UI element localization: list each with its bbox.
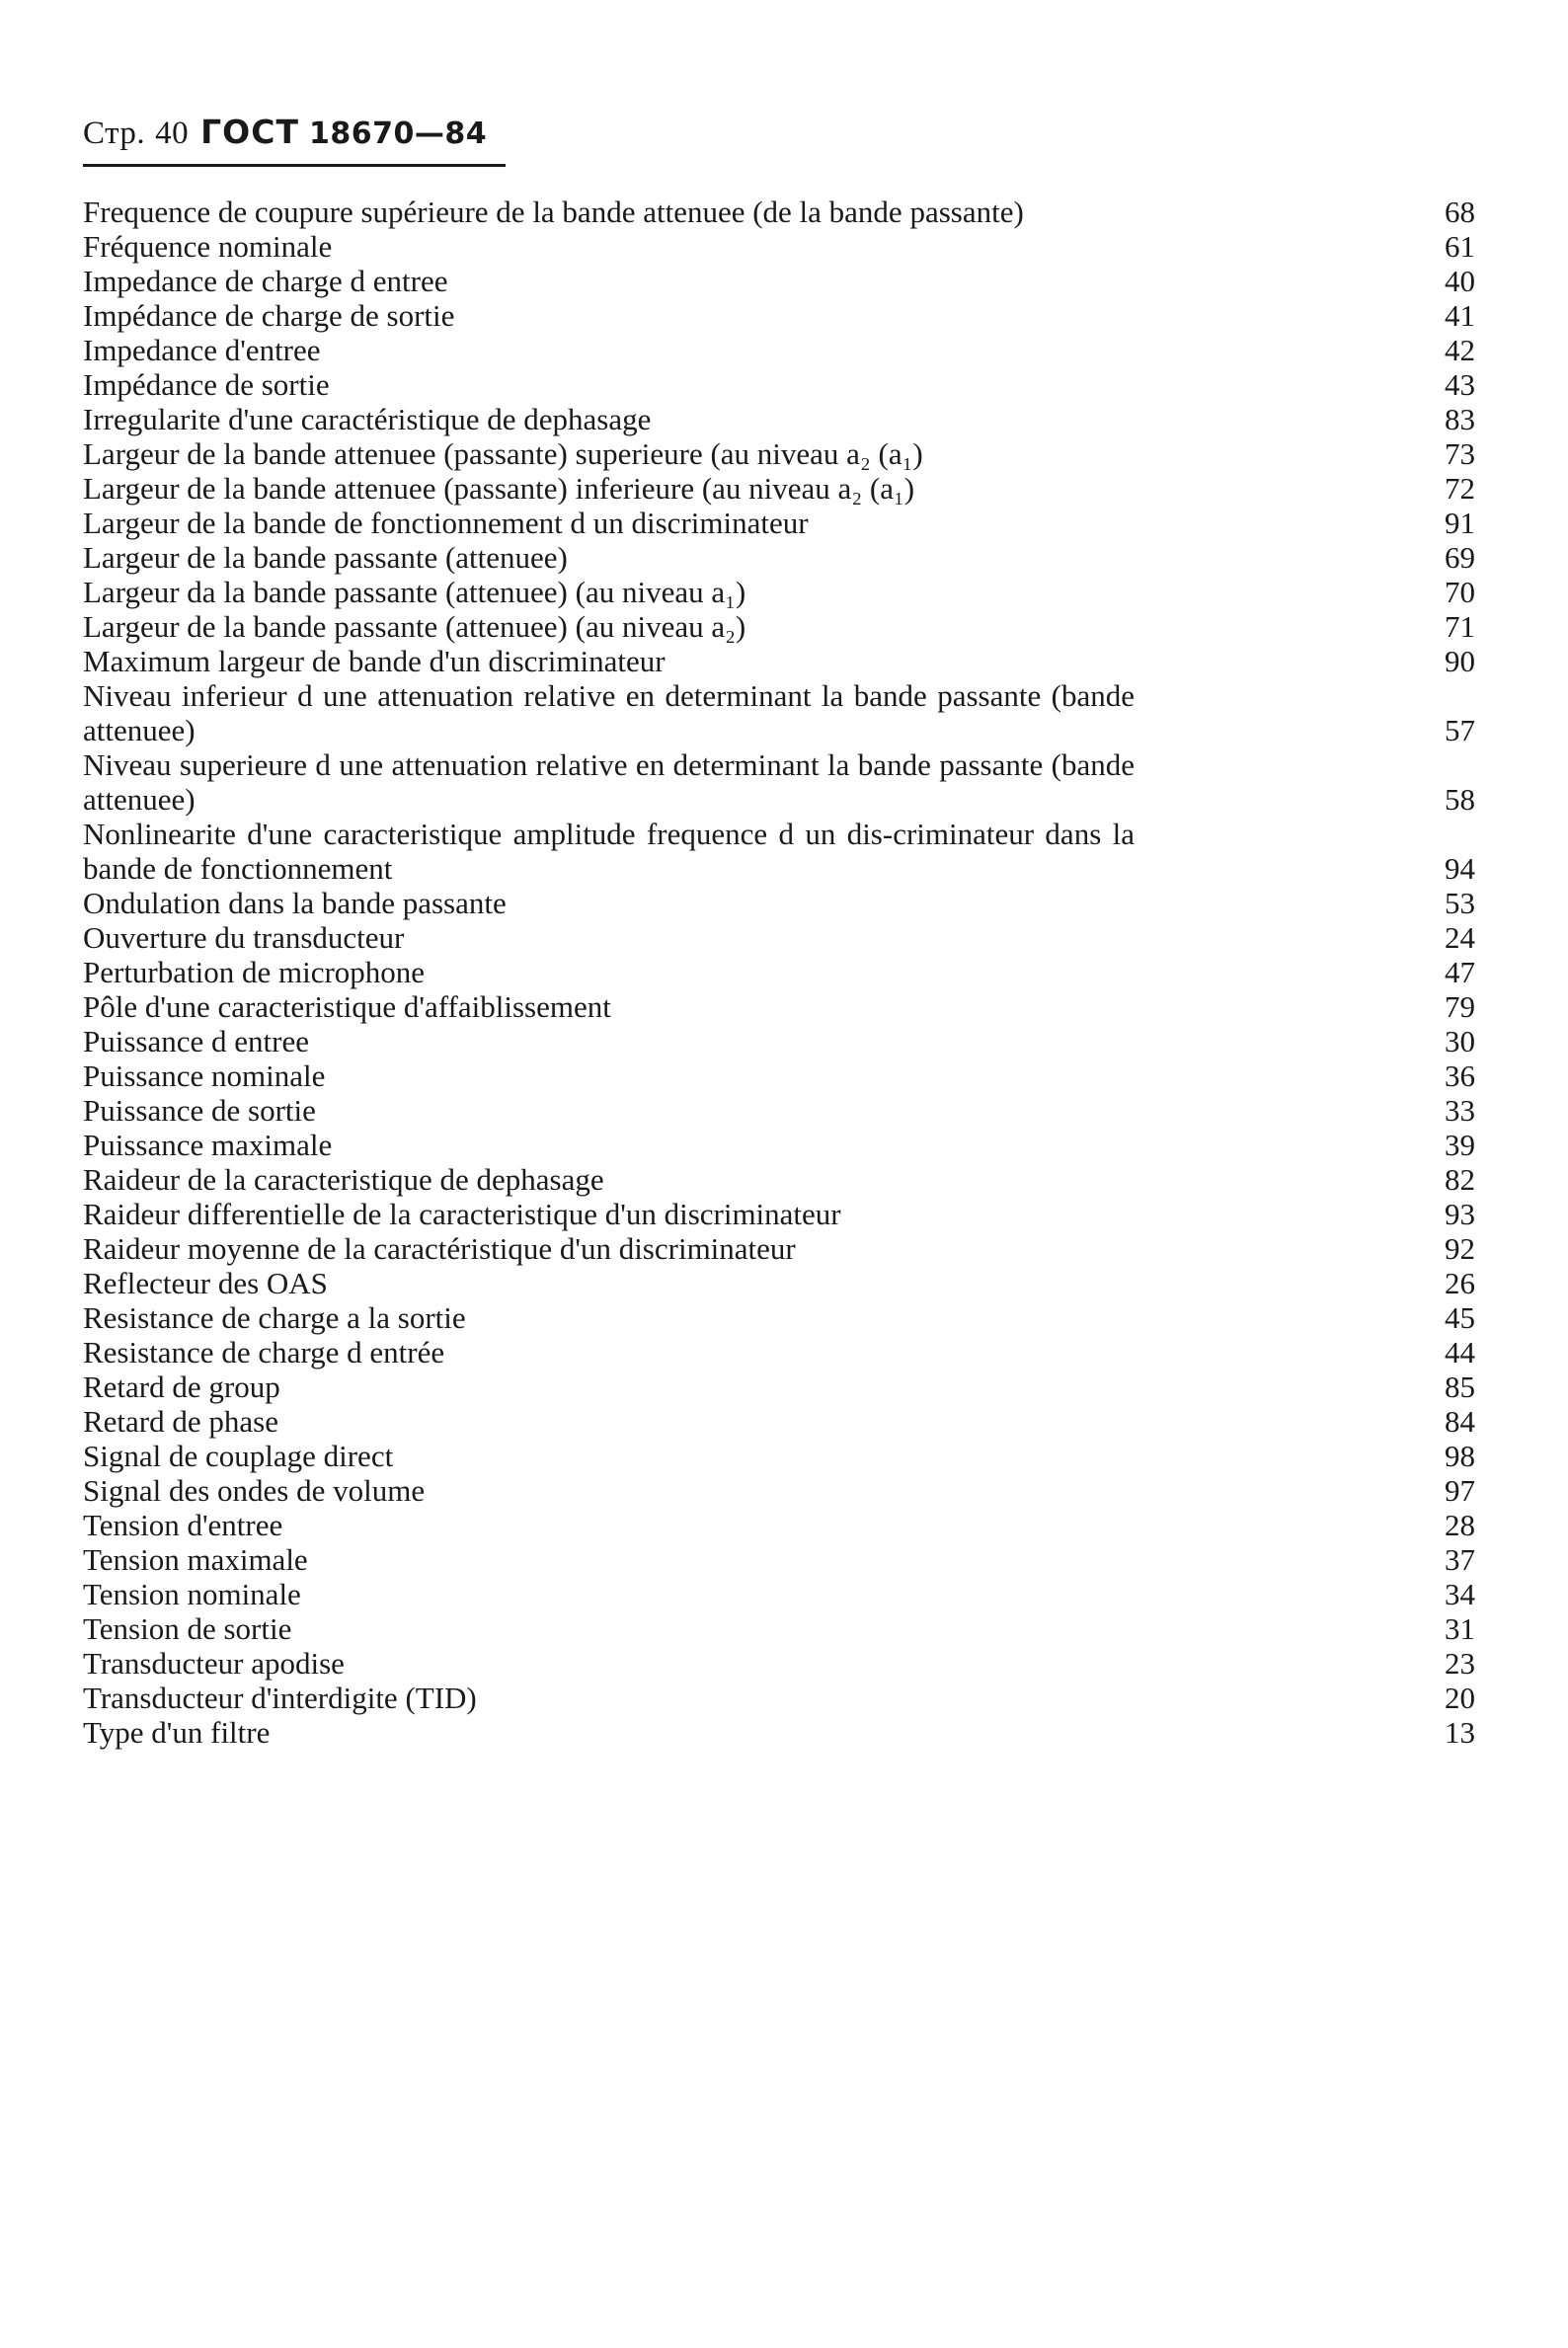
index-entry	[83, 229, 1475, 264]
entry-term: Puissance d entree	[83, 1024, 309, 1058]
entry-term: Impédance de sortie	[83, 367, 330, 402]
index-entry	[83, 1266, 1475, 1300]
entry-number: 97	[1445, 1473, 1475, 1508]
entry-number: 58	[1445, 782, 1475, 817]
index-entry	[83, 1370, 1475, 1404]
entry-term: Transducteur d'interdigite (TID)	[83, 1681, 477, 1715]
index-entry	[83, 195, 1475, 229]
entry-number: 24	[1445, 920, 1475, 955]
index-entry	[83, 609, 1475, 644]
entry-number: 69	[1445, 540, 1475, 575]
index-entry	[83, 747, 1475, 817]
entry-term: Signal des ondes de volume	[83, 1473, 426, 1508]
index-entry	[83, 1715, 1475, 1750]
index-entry	[83, 1404, 1475, 1439]
index-entry	[83, 1611, 1475, 1646]
entry-number: 36	[1445, 1058, 1475, 1093]
entry-term: Maximum largeur de bande d'un discriminateur	[83, 644, 666, 678]
index-entry	[83, 1300, 1475, 1335]
entry-term: Largeur de la bande passante (attenuee) (au niveau a₂)	[83, 609, 746, 644]
entry-term: Tension de sortie	[83, 1611, 292, 1646]
entry-number: 72	[1445, 471, 1475, 506]
entry-term: Largeur de la bande de fonctionnement d un discriminateur	[83, 506, 809, 540]
entry-term: Tension nominale	[83, 1577, 301, 1611]
index-entry	[83, 1335, 1475, 1370]
entry-number: 23	[1445, 1646, 1475, 1681]
page-number: 40	[155, 116, 190, 151]
entry-number: 30	[1445, 1024, 1475, 1058]
entry-term: Ondulation dans la bande passante	[83, 886, 507, 920]
index-entry	[83, 436, 1475, 471]
index-entry	[83, 1542, 1475, 1577]
index-entry	[83, 886, 1475, 920]
index-entry	[83, 1231, 1475, 1266]
index-entry	[83, 644, 1475, 678]
entry-number: 68	[1445, 195, 1475, 229]
index-entry	[83, 298, 1475, 333]
entry-number: 41	[1445, 298, 1475, 333]
entry-term: Resistance de charge a la sortie	[83, 1300, 466, 1335]
entry-term: Transducteur apodise	[83, 1646, 345, 1681]
index-entry	[83, 471, 1475, 506]
entry-term: Largeur de la bande passante (attenuee)	[83, 540, 568, 575]
entry-number: 71	[1445, 609, 1475, 644]
entry-term: Reflecteur des OAS	[83, 1266, 328, 1300]
entry-term: Raideur differentielle de la caracteristique d'un discriminateur	[83, 1197, 841, 1231]
standard-number: 18670—84	[308, 117, 488, 151]
entry-number: 91	[1445, 506, 1475, 540]
entry-term: Tension d'entree	[83, 1508, 283, 1542]
entry-number: 70	[1445, 575, 1475, 609]
index-entry	[83, 1473, 1475, 1508]
term-index-list	[83, 195, 1475, 1750]
entry-term: Largeur de la bande attenuee (passante) inferieure (au niveau a₂ (a₁)	[83, 471, 915, 506]
entry-term: Raideur de la caracteristique de dephasage	[83, 1162, 604, 1197]
entry-term: Tension maximale	[83, 1542, 308, 1577]
index-entry	[83, 1439, 1475, 1473]
entry-number: 47	[1445, 955, 1475, 989]
page-header	[83, 113, 487, 152]
entry-term: Type d'un filtre	[83, 1715, 271, 1750]
entry-term: Perturbation de microphone	[83, 955, 426, 989]
entry-number: 53	[1445, 886, 1475, 920]
entry-number: 94	[1445, 851, 1475, 886]
index-entry	[83, 1508, 1475, 1542]
index-entry	[83, 1162, 1475, 1197]
index-entry	[83, 1058, 1475, 1093]
entry-number: 85	[1445, 1370, 1475, 1404]
entry-number: 34	[1445, 1577, 1475, 1611]
entry-number: 39	[1445, 1128, 1475, 1162]
index-entry	[83, 1093, 1475, 1128]
entry-number: 82	[1445, 1162, 1475, 1197]
index-entry	[83, 264, 1475, 298]
header-rule	[83, 164, 506, 167]
entry-number: 92	[1445, 1231, 1475, 1266]
index-entry	[83, 367, 1475, 402]
entry-term: Pôle d'une caracteristique d'affaiblissement	[83, 989, 611, 1024]
entry-number: 26	[1445, 1266, 1475, 1300]
entry-number: 61	[1445, 229, 1475, 264]
entry-number: 73	[1445, 436, 1475, 471]
entry-term: Retard de group	[83, 1370, 280, 1404]
index-entry	[83, 1577, 1475, 1611]
index-entry	[83, 920, 1475, 955]
entry-number: 33	[1445, 1093, 1475, 1128]
entry-number: 37	[1445, 1542, 1475, 1577]
entry-number: 79	[1445, 989, 1475, 1024]
entry-number: 45	[1445, 1300, 1475, 1335]
index-entry	[83, 1197, 1475, 1231]
entry-term: Retard de phase	[83, 1404, 278, 1439]
entry-term: Irregularite d'une caractéristique de dephasage	[83, 402, 652, 436]
entry-term: Largeur da la bande passante (attenuee) (au niveau a₁)	[83, 575, 746, 609]
entry-number: 31	[1445, 1611, 1475, 1646]
entry-number: 20	[1445, 1681, 1475, 1715]
index-entry	[83, 817, 1475, 886]
entry-number: 28	[1445, 1508, 1475, 1542]
index-entry	[83, 678, 1475, 747]
entry-term: Nonlinearite d'une caracteristique amplitude frequence d un dis-criminateur dans la bande de fonctionnement	[83, 817, 1135, 886]
page-label: Стр.	[83, 116, 146, 151]
entry-term: Niveau superieure d une attenuation relative en determinant la bande passante (bande attenuee)	[83, 747, 1135, 817]
entry-number: 44	[1445, 1335, 1475, 1370]
entry-number: 83	[1445, 402, 1475, 436]
entry-term: Fréquence nominale	[83, 229, 333, 264]
entry-number: 84	[1445, 1404, 1475, 1439]
entry-term: Signal de couplage direct	[83, 1439, 394, 1473]
entry-term: Resistance de charge d entrée	[83, 1335, 445, 1370]
entry-term: Puissance maximale	[83, 1128, 333, 1162]
entry-number: 90	[1445, 644, 1475, 678]
index-entry	[83, 1128, 1475, 1162]
entry-term: Largeur de la bande attenuee (passante) superieure (au niveau a₂ (a₁)	[83, 436, 923, 471]
index-entry	[83, 1681, 1475, 1715]
entry-term: Puissance nominale	[83, 1058, 326, 1093]
index-entry	[83, 540, 1475, 575]
entry-number: 57	[1445, 713, 1475, 747]
index-entry	[83, 506, 1475, 540]
blank-page-area	[0, 1925, 1568, 2320]
index-entry	[83, 1646, 1475, 1681]
entry-term: Impedance d'entree	[83, 333, 321, 367]
entry-number: 98	[1445, 1439, 1475, 1473]
standard-name: ГОСТ	[200, 113, 299, 151]
index-entry	[83, 989, 1475, 1024]
entry-term: Frequence de coupure supérieure de la bande attenuee (de la bande passante)	[83, 195, 1024, 229]
entry-term: Niveau inferieur d une attenuation relative en determinant la bande passante (bande attenuee)	[83, 678, 1135, 747]
entry-number: 42	[1445, 333, 1475, 367]
entry-number: 93	[1445, 1197, 1475, 1231]
index-entry	[83, 333, 1475, 367]
entry-term: Raideur moyenne de la caractéristique d'un discriminateur	[83, 1231, 796, 1266]
index-entry	[83, 955, 1475, 989]
index-entry	[83, 402, 1475, 436]
entry-term: Impedance de charge d entree	[83, 264, 448, 298]
entry-number: 13	[1445, 1715, 1475, 1750]
entry-term: Puissance de sortie	[83, 1093, 316, 1128]
entry-number: 40	[1445, 264, 1475, 298]
entry-term: Impédance de charge de sortie	[83, 298, 455, 333]
entry-term: Ouverture du transducteur	[83, 920, 405, 955]
index-entry	[83, 575, 1475, 609]
index-entry	[83, 1024, 1475, 1058]
entry-number: 43	[1445, 367, 1475, 402]
